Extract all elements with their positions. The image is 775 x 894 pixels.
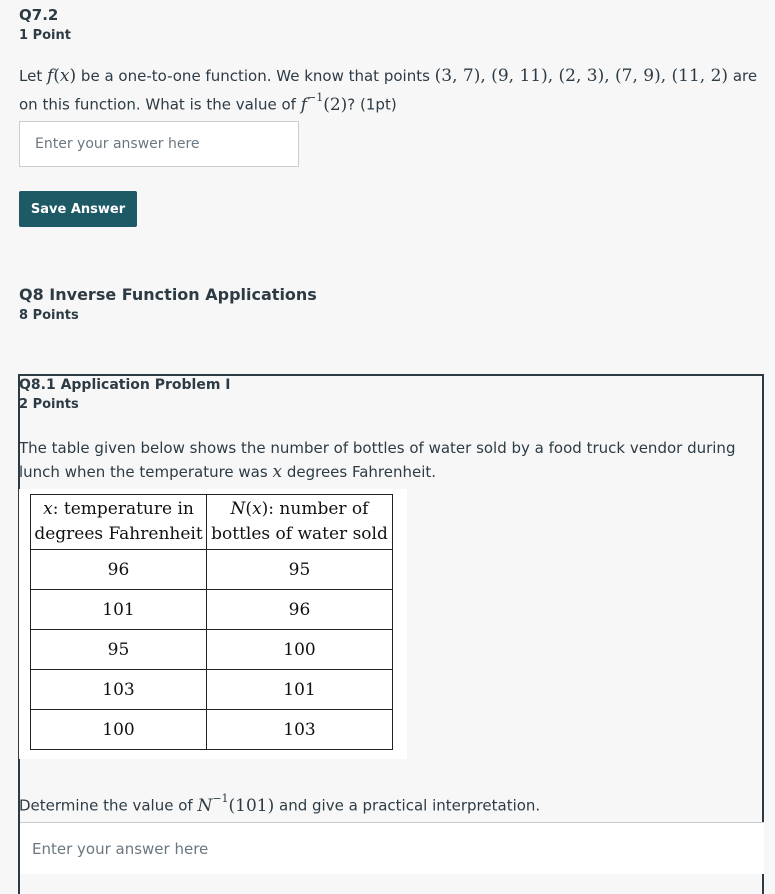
table-row: [31, 590, 393, 630]
table-header-row: [31, 495, 393, 550]
q8-header: [19, 285, 317, 323]
cell-x: 101: [31, 590, 207, 630]
data-table: [30, 494, 393, 750]
header-temperature: x: temperature in degrees Fahrenheit: [31, 495, 207, 550]
cell-n: 96: [207, 590, 393, 630]
q7-2-question-text: [19, 64, 769, 117]
math-fx: f(x): [46, 66, 77, 86]
question-title: Q7.2: [19, 6, 59, 24]
text-fragment: degrees Fahrenheit.: [282, 463, 437, 481]
text-fragment: be a one-to-one function. We know that points: [76, 67, 435, 85]
text-fragment: and give a practical interpretation.: [274, 796, 541, 815]
table-row: [31, 630, 393, 670]
table-row: [31, 670, 393, 710]
q7-2-header: [19, 6, 71, 43]
q8-1-question-text: [19, 436, 759, 484]
table-row: [31, 710, 393, 750]
math-ninv: $N^{-1}(101)$: [197, 792, 275, 816]
text-fragment: are on this function. What is the value of: [19, 67, 758, 114]
cell-x: 96: [31, 550, 207, 590]
question-title: Q8 Inverse Function Applications: [19, 285, 317, 304]
q8-1-header: [19, 377, 231, 412]
q7-2-answer-input[interactable]: [19, 121, 299, 167]
data-table-image: [19, 489, 407, 759]
text-fragment: Let: [19, 67, 47, 85]
math-var-x: x: [272, 462, 283, 482]
save-answer-button[interactable]: Save Answer: [19, 191, 137, 227]
cell-n: 101: [207, 670, 393, 710]
cell-x: 100: [31, 710, 207, 750]
question-points: 2 Points: [19, 397, 79, 412]
text-fragment: The table given below shows the number of bottles of water sold by a food truck vendor during lunch when the temperature was: [19, 439, 736, 481]
question-points: 8 Points: [19, 308, 79, 323]
question-points: 1 Point: [19, 28, 71, 43]
cell-n: 100: [207, 630, 393, 670]
cell-n: 95: [207, 550, 393, 590]
question-title: Q8.1 Application Problem I: [19, 377, 231, 393]
q8-1-answer-input[interactable]: [20, 822, 764, 874]
text-fragment: ? (1pt): [347, 95, 397, 114]
q8-1-prompt: [19, 788, 540, 819]
text-fragment: Determine the value of: [19, 796, 198, 815]
table-row: [31, 550, 393, 590]
header-bottles: N(x): number of bottles of water sold: [207, 495, 393, 550]
cell-x: 95: [31, 630, 207, 670]
cell-n: 103: [207, 710, 393, 750]
math-points: (3, 7), (9, 11), (2, 3), (7, 9), (11, 2): [434, 66, 729, 86]
math-finv: $f^{-1}(2)$: [300, 91, 348, 115]
cell-x: 103: [31, 670, 207, 710]
